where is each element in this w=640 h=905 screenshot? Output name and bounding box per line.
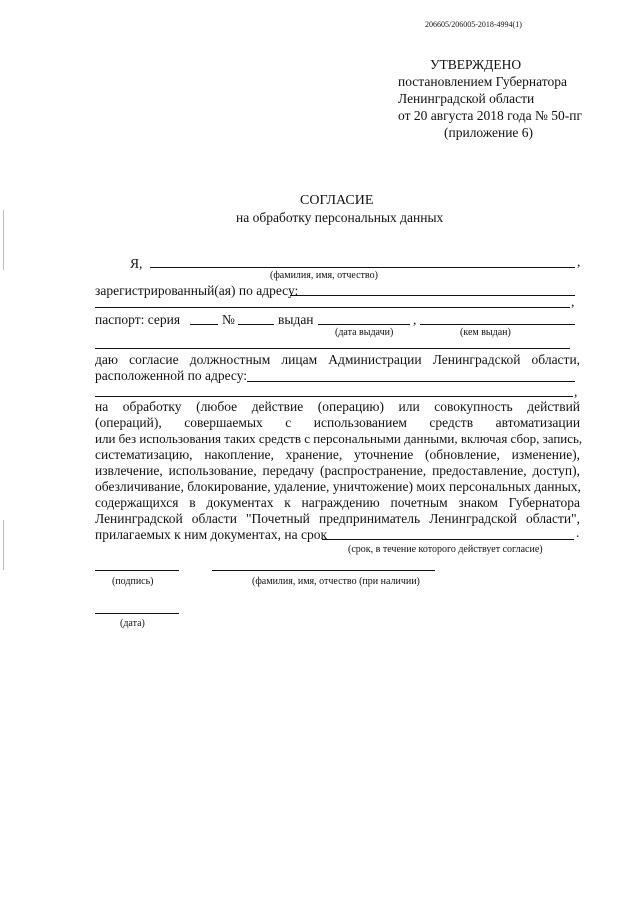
signature-hint: (подпись) bbox=[112, 576, 154, 587]
comma: , bbox=[413, 312, 417, 327]
comma: , bbox=[577, 254, 581, 269]
registered-label: зарегистрированный(ая) по адресу: bbox=[95, 283, 299, 298]
administration-address-continued[interactable] bbox=[95, 396, 573, 397]
approval-heading: УТВЕРЖДЕНО bbox=[430, 57, 522, 72]
fio-field[interactable] bbox=[150, 267, 575, 268]
address-field[interactable] bbox=[290, 295, 575, 296]
signer-fio-hint: (фамилия, имя, отчество (при наличии) bbox=[252, 576, 420, 587]
period: . bbox=[576, 525, 580, 540]
consent-address-label: расположенной по адресу: bbox=[95, 368, 248, 383]
consent-paragraph-line: извлечение, использование, передачу (распространение, предоставление, доступ), bbox=[95, 463, 581, 478]
consent-paragraph-line: обезличивание, блокирование, удаление, уничтожение) моих персональных данных, bbox=[95, 479, 581, 494]
date-field[interactable] bbox=[95, 613, 179, 614]
address-field-continued[interactable] bbox=[95, 307, 570, 308]
approval-line: (приложение 6) bbox=[444, 125, 534, 140]
scan-edge-mark bbox=[3, 520, 4, 570]
consent-paragraph-line: (операций), совершаемых с использованием средств автоматизации bbox=[95, 415, 581, 430]
administration-address-field[interactable] bbox=[247, 381, 575, 382]
fio-hint: (фамилия, имя, отчество) bbox=[270, 270, 378, 281]
issued-label: выдан bbox=[278, 312, 314, 327]
document-title: СОГЛАСИЕ bbox=[300, 193, 374, 208]
issued-by-hint: (кем выдан) bbox=[460, 327, 511, 338]
consent-paragraph-line: Ленинградской области "Почетный предприниматель Ленинградской области", bbox=[95, 511, 581, 526]
signature-field[interactable] bbox=[95, 570, 179, 571]
passport-label: паспорт: серия bbox=[95, 312, 181, 327]
passport-series-field[interactable] bbox=[190, 324, 218, 325]
ya-label: Я, bbox=[130, 256, 143, 271]
comma: , bbox=[574, 384, 578, 399]
approval-line: от 20 августа 2018 года № 50-пг bbox=[398, 108, 582, 123]
consent-paragraph-line: прилагаемых к ним документах, на срок bbox=[95, 527, 328, 542]
number-label: № bbox=[222, 312, 235, 327]
date-hint: (дата) bbox=[120, 618, 145, 629]
consent-paragraph-line: систематизацию, накопление, хранение, уточнение (обновление, изменение), bbox=[95, 447, 581, 462]
period-hint: (срок, в течение которого действует согласие) bbox=[348, 544, 543, 555]
comma: , bbox=[571, 294, 575, 309]
document-subtitle: на обработку персональных данных bbox=[236, 210, 444, 225]
approval-line: постановлением Губернатора bbox=[398, 74, 567, 89]
passport-number-field[interactable] bbox=[238, 324, 274, 325]
signer-fio-field[interactable] bbox=[212, 570, 435, 571]
scan-edge-mark bbox=[3, 210, 4, 270]
consent-line-1: даю согласие должностным лицам Администрации Ленинградской области, bbox=[95, 352, 581, 367]
consent-period-field[interactable] bbox=[322, 539, 574, 540]
issue-date-field[interactable] bbox=[318, 324, 410, 325]
approval-line: Ленинградской области bbox=[398, 91, 535, 106]
issue-date-hint: (дата выдачи) bbox=[335, 327, 394, 338]
document-id: 206605/206005-2018-4994(1) bbox=[425, 20, 522, 29]
issued-by-field[interactable] bbox=[420, 324, 575, 325]
consent-paragraph-line: на обработку (любое действие (операцию) или совокупность действий bbox=[95, 399, 581, 414]
passport-field-continued[interactable] bbox=[95, 348, 570, 349]
consent-paragraph-line: или без использования таких средств с персональными данными, включая сбор, запись, bbox=[95, 431, 583, 446]
consent-paragraph-line: содержащихся в документах к награждению почетным знаком Губернатора bbox=[95, 495, 581, 510]
